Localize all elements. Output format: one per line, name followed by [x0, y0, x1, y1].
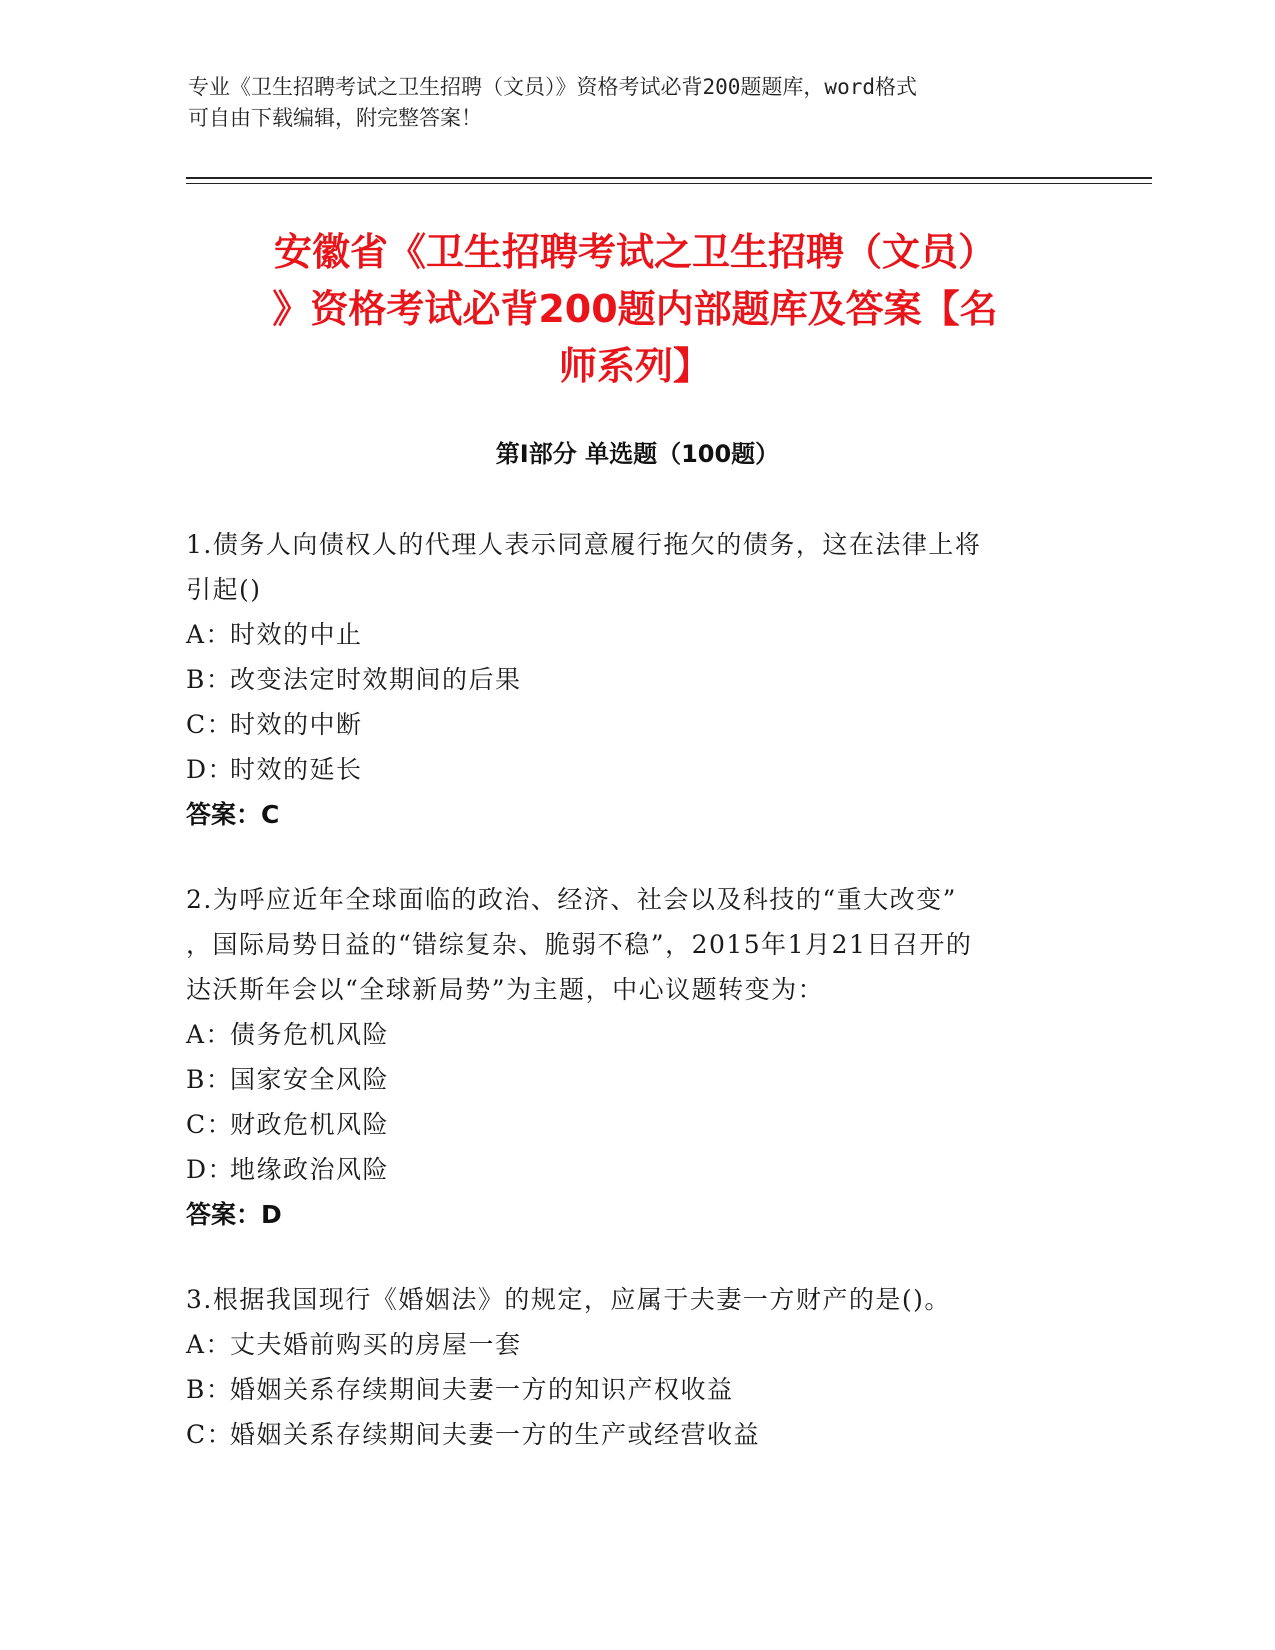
question-answer: 答案：C	[186, 800, 280, 829]
option-key: C：	[186, 710, 234, 739]
header-divider-thick	[186, 177, 1152, 179]
option-key: B：	[186, 665, 233, 694]
option-key: D：	[186, 755, 235, 784]
document-title	[180, 224, 1090, 395]
question-option	[186, 1412, 1086, 1457]
question-stem-line: ，国际局势日益的“错综复杂、脆弱不稳”，2015年1月21日召开的	[186, 930, 973, 959]
question-item	[186, 1277, 1086, 1457]
section-heading: 第Ⅰ部分 单选题（100题）	[495, 440, 780, 468]
question-option	[186, 1012, 1086, 1057]
option-text: 婚姻关系存续期间夫妻一方的生产或经营收益	[230, 1420, 761, 1449]
option-text: 财政危机风险	[230, 1110, 390, 1139]
question-option	[186, 1367, 1086, 1412]
option-key: D：	[186, 1155, 235, 1184]
option-text: 时效的延长	[230, 755, 363, 784]
document-title-line: 安徽省《卫生招聘考试之卫生招聘（文员）	[273, 230, 996, 274]
question-option	[186, 1102, 1086, 1147]
question-item	[186, 877, 1086, 1237]
question-option	[186, 747, 1086, 792]
option-key: B：	[186, 1065, 233, 1094]
option-text: 婚姻关系存续期间夫妻一方的知识产权收益	[230, 1375, 734, 1404]
option-key: B：	[186, 1375, 233, 1404]
option-key: A：	[186, 1330, 233, 1359]
option-key: C：	[186, 1420, 234, 1449]
option-text: 地缘政治风险	[230, 1155, 390, 1184]
question-stem-line: 引起()	[186, 575, 262, 604]
question-stem-line: 2.为呼应近年全球面临的政治、经济、社会以及科技的“重大改变”	[186, 885, 957, 914]
question-item	[186, 522, 1086, 837]
question-stem-line: 3.根据我国现行《婚姻法》的规定，应属于夫妻一方财产的是()。	[186, 1285, 951, 1314]
header-divider-thin	[186, 183, 1152, 184]
option-text: 债务危机风险	[230, 1020, 390, 1049]
option-key: C：	[186, 1110, 234, 1139]
option-key: A：	[186, 620, 233, 649]
question-stem-line: 达沃斯年会以“全球新局势”为主题，中心议题转变为：	[186, 975, 825, 1004]
option-text: 时效的中断	[230, 710, 363, 739]
question-stem-line: 1.债务人向债权人的代理人表示同意履行拖欠的债务，这在法律上将	[186, 530, 982, 559]
question-option	[186, 612, 1086, 657]
option-text: 时效的中止	[230, 620, 363, 649]
question-option	[186, 1322, 1086, 1367]
header-note-line: 专业《卫生招聘考试之卫生招聘（文员）》资格考试必背200题题库，word格式	[188, 75, 917, 99]
document-title-line: 师系列】	[558, 344, 711, 388]
question-option	[186, 1147, 1086, 1192]
document-title-line: 》资格考试必背200题内部题库及答案【名	[272, 287, 998, 331]
option-text: 国家安全风险	[230, 1065, 390, 1094]
option-text: 改变法定时效期间的后果	[230, 665, 522, 694]
question-answer: 答案：D	[186, 1200, 282, 1229]
header-note	[188, 72, 1068, 134]
question-option	[186, 657, 1086, 702]
option-text: 丈夫婚前购买的房屋一套	[230, 1330, 522, 1359]
question-list	[186, 522, 1086, 1497]
option-key: A：	[186, 1020, 233, 1049]
header-note-line: 可自由下载编辑，附完整答案！	[188, 106, 482, 130]
question-option	[186, 702, 1086, 747]
question-option	[186, 1057, 1086, 1102]
